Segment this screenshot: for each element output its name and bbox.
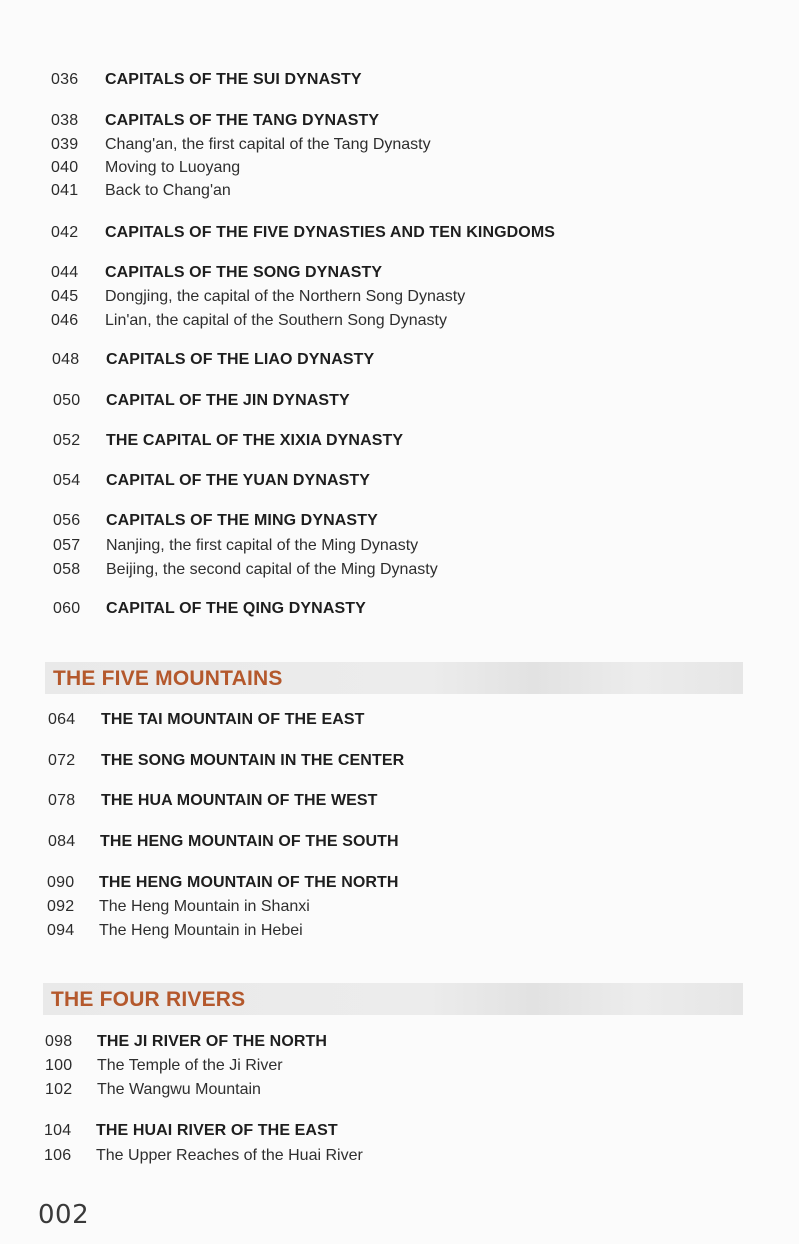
entry-page-number: 039 [51, 136, 79, 153]
entry-title: The Temple of the Ji River [97, 1057, 283, 1074]
entry-title: Lin'an, the capital of the Southern Song Dynasty [105, 312, 447, 329]
entry-title: CAPITALS OF THE SUI DYNASTY [105, 71, 362, 88]
entry-page-number: 041 [51, 182, 79, 199]
entry-title: Nanjing, the first capital of the Ming Dynasty [106, 537, 419, 554]
entry-page-number: 045 [51, 288, 79, 305]
entry-page-number: 098 [45, 1033, 73, 1050]
entry-page-number: 042 [51, 224, 79, 241]
entry-title: THE HUA MOUNTAIN OF THE WEST [101, 792, 378, 809]
entry-title: THE SONG MOUNTAIN IN THE CENTER [101, 752, 405, 769]
entry-title: The Heng Mountain in Hebei [99, 922, 303, 939]
entry-title: THE JI RIVER OF THE NORTH [97, 1033, 328, 1050]
section-title: THE FIVE MOUNTAINS [53, 667, 283, 690]
entry-title: Moving to Luoyang [105, 159, 241, 176]
entry-page-number: 050 [53, 392, 81, 409]
entry-page-number: 084 [48, 833, 76, 850]
entry-page-number: 092 [47, 898, 75, 915]
entry-title: CAPITALS OF THE SONG DYNASTY [105, 264, 383, 281]
entry-page-number: 094 [47, 922, 75, 939]
section-title: THE FOUR RIVERS [51, 988, 246, 1011]
entry-title: THE HUAI RIVER OF THE EAST [96, 1122, 338, 1139]
entry-page-number: 064 [48, 711, 76, 728]
entry-title: CAPITALS OF THE TANG DYNASTY [105, 112, 380, 129]
entry-page-number: 046 [51, 312, 79, 329]
entry-title: THE CAPITAL OF THE XIXIA DYNASTY [106, 432, 404, 449]
entry-page-number: 090 [47, 874, 75, 891]
entry-title: THE TAI MOUNTAIN OF THE EAST [101, 711, 365, 728]
entry-title: Chang'an, the first capital of the Tang Dynasty [105, 136, 431, 153]
entry-page-number: 057 [53, 537, 81, 554]
entry-page-number: 100 [45, 1057, 73, 1074]
entry-title: CAPITAL OF THE JIN DYNASTY [106, 392, 350, 409]
entry-page-number: 044 [51, 264, 79, 281]
entry-page-number: 054 [53, 472, 81, 489]
entry-page-number: 078 [48, 792, 76, 809]
entry-page-number: 104 [44, 1122, 72, 1139]
entry-title: Dongjing, the capital of the Northern Song Dynasty [105, 288, 466, 305]
entry-title: CAPITALS OF THE FIVE DYNASTIES AND TEN KINGDOMS [105, 224, 556, 241]
section-header-four-rivers [43, 983, 743, 1015]
entry-page-number: 052 [53, 432, 81, 449]
entry-title: The Upper Reaches of the Huai River [96, 1147, 363, 1164]
entry-title: CAPITAL OF THE YUAN DYNASTY [106, 472, 371, 489]
entry-page-number: 048 [52, 351, 80, 368]
entry-title: CAPITALS OF THE MING DYNASTY [106, 512, 378, 529]
entry-page-number: 038 [51, 112, 79, 129]
entry-title: Back to Chang'an [105, 182, 231, 199]
entry-title: The Heng Mountain in Shanxi [99, 898, 310, 915]
entry-page-number: 102 [45, 1081, 73, 1098]
entry-title: THE HENG MOUNTAIN OF THE SOUTH [100, 833, 399, 850]
entry-title: The Wangwu Mountain [97, 1081, 261, 1098]
entry-page-number: 058 [53, 561, 81, 578]
section-header-five-mountains [45, 662, 743, 694]
entry-title: Beijing, the second capital of the Ming Dynasty [106, 561, 438, 578]
entry-title: CAPITALS OF THE LIAO DYNASTY [106, 351, 375, 368]
entry-page-number: 056 [53, 512, 81, 529]
entry-page-number: 106 [44, 1147, 72, 1164]
page-number: 002 [38, 1200, 90, 1230]
entry-page-number: 072 [48, 752, 76, 769]
entry-title: THE HENG MOUNTAIN OF THE NORTH [99, 874, 399, 891]
entry-page-number: 036 [51, 71, 79, 88]
entry-page-number: 060 [53, 600, 81, 617]
entry-title: CAPITAL OF THE QING DYNASTY [106, 600, 366, 617]
entry-page-number: 040 [51, 159, 79, 176]
